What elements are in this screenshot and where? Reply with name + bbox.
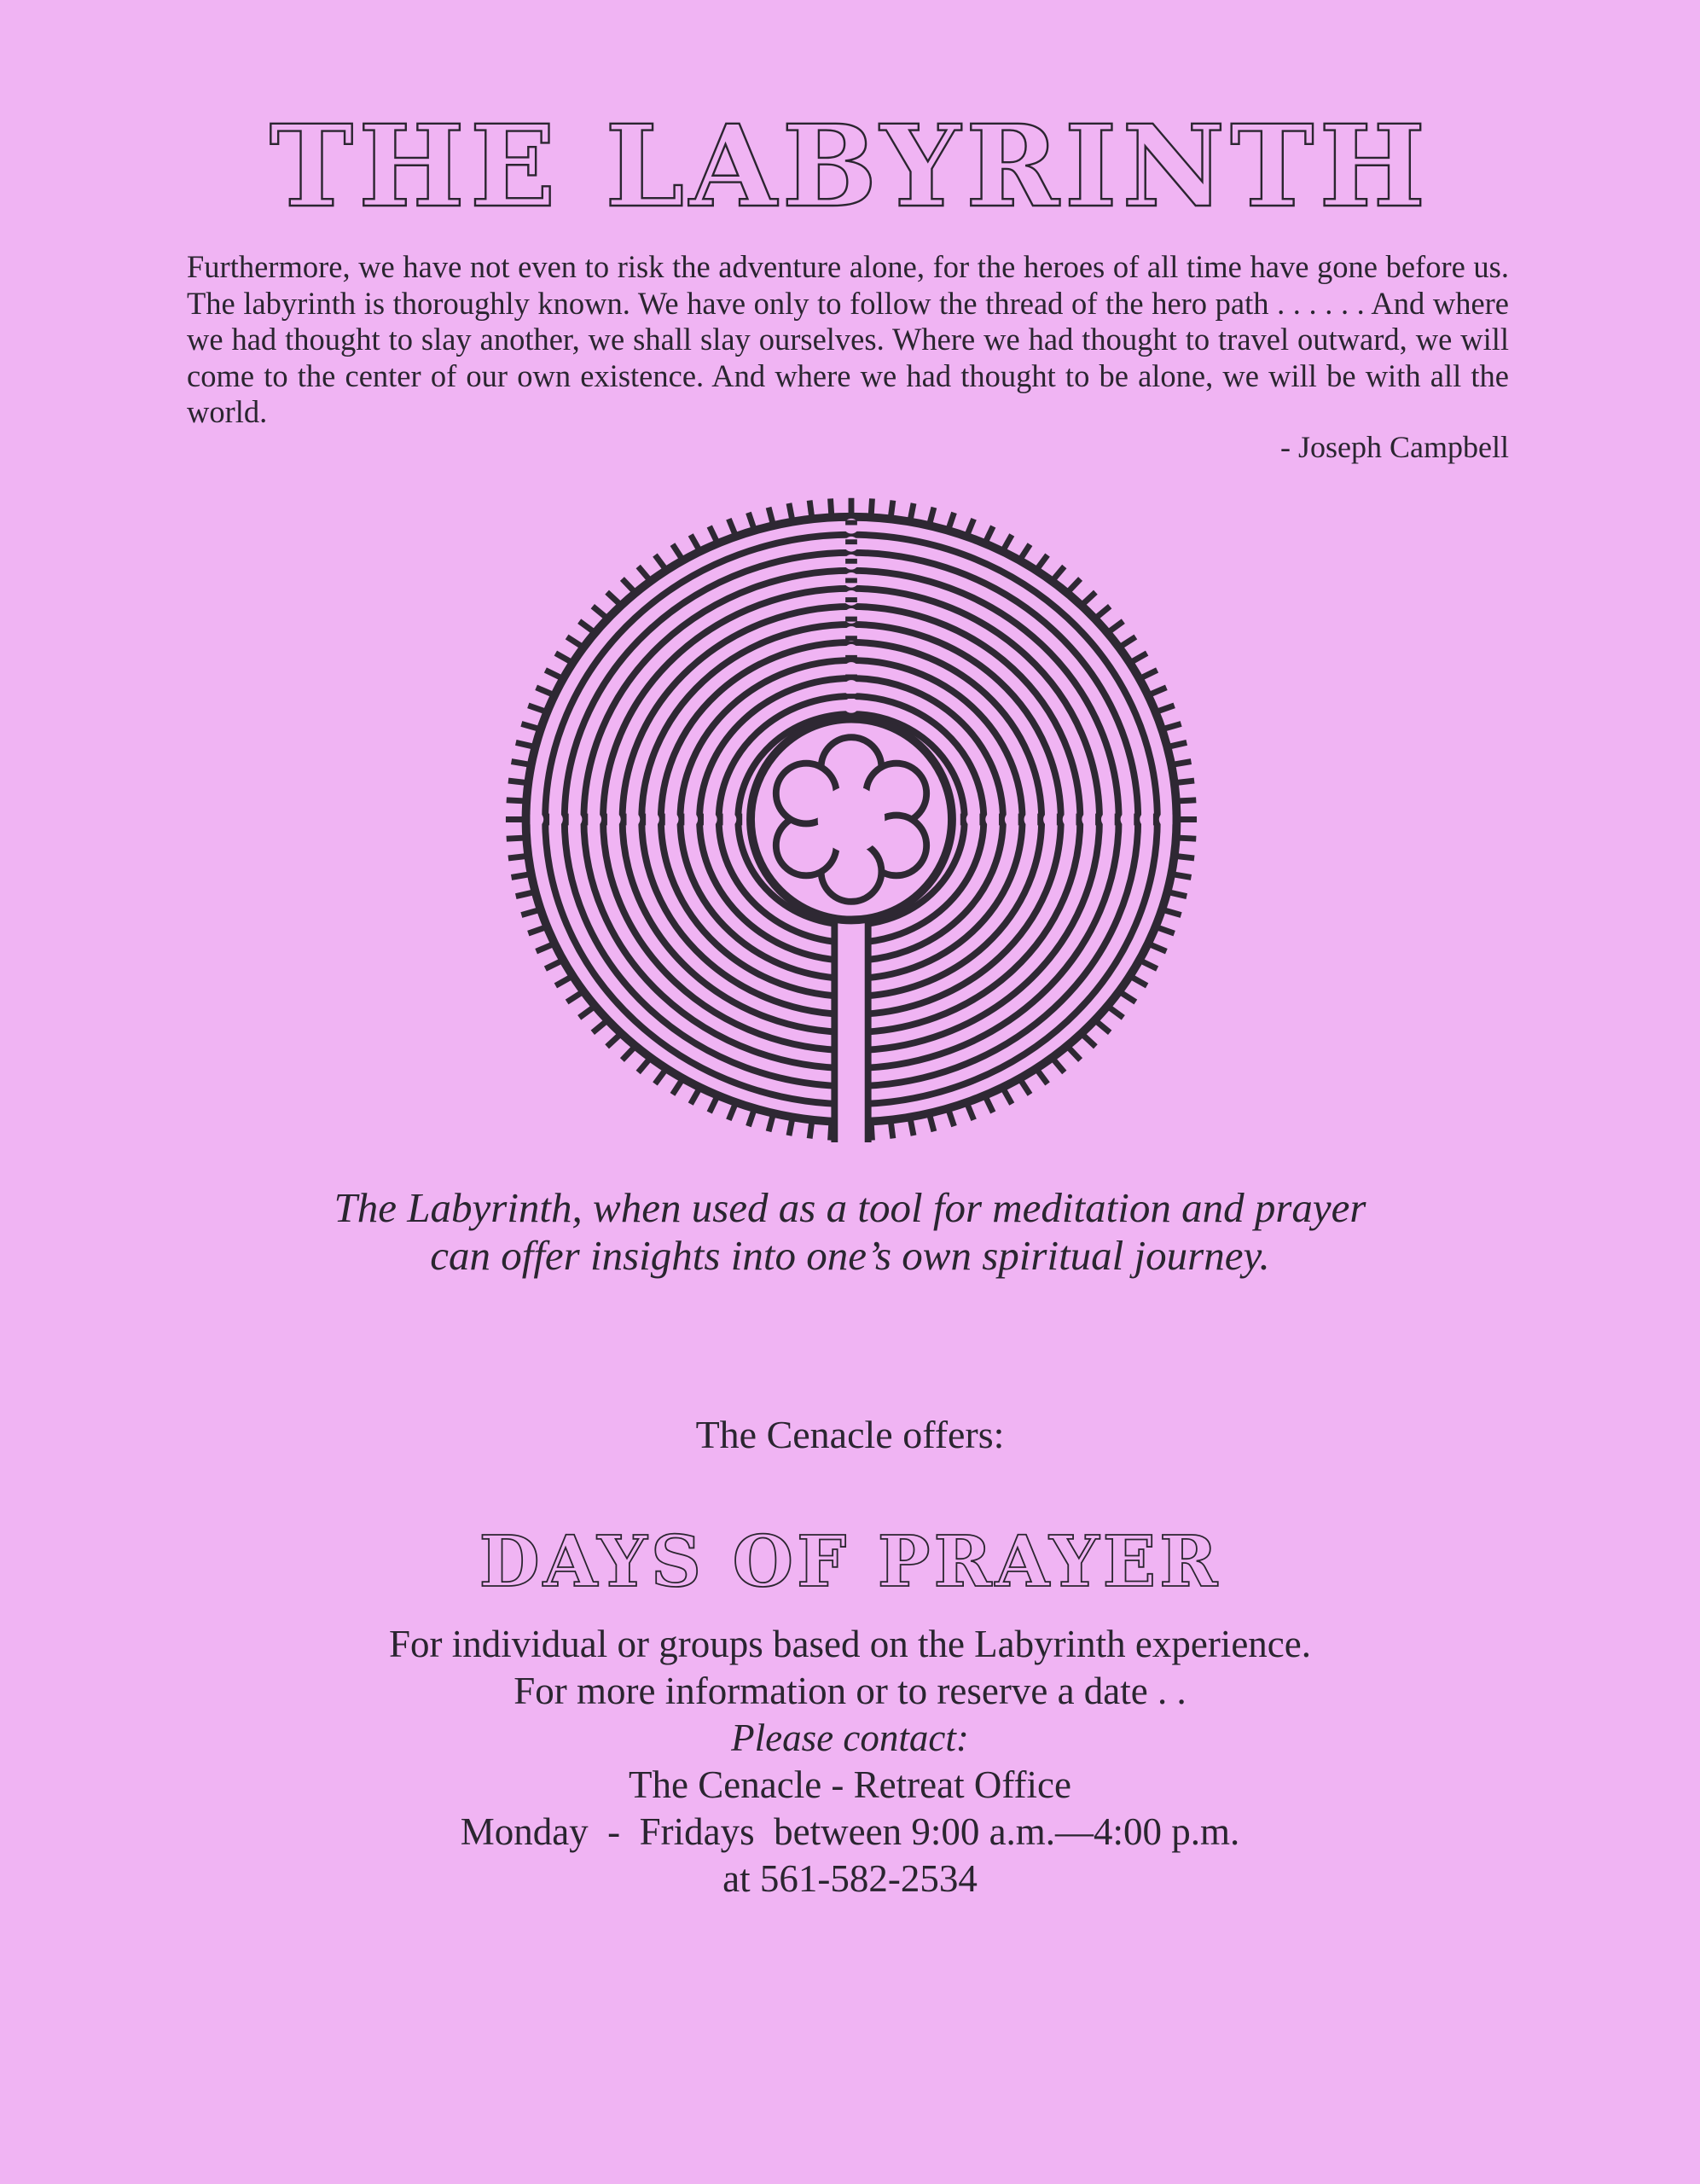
tagline-line-1: The Labyrinth, when used as a tool for meditation and prayer bbox=[334, 1184, 1366, 1231]
contact-label: Please contact: bbox=[731, 1716, 969, 1759]
offering-title: DAYS OF PRAYER bbox=[479, 1521, 1221, 1603]
office-hours: Monday - Fridays between 9:00 a.m.—4:00 p.m. bbox=[460, 1810, 1240, 1853]
labyrinth-icon bbox=[499, 497, 1204, 1142]
offers-label: The Cenacle offers: bbox=[695, 1413, 1005, 1456]
retreat-office: The Cenacle - Retreat Office bbox=[629, 1763, 1071, 1806]
contact-details bbox=[0, 1621, 1700, 1902]
tagline bbox=[0, 1184, 1700, 1280]
phone-number: at 561-582-2534 bbox=[722, 1857, 978, 1900]
flyer-title: THE LABYRINTH bbox=[269, 101, 1431, 233]
quote-attribution: - Joseph Campbell bbox=[1280, 430, 1509, 464]
labyrinth-rosette bbox=[751, 719, 952, 921]
tagline-line-2: can offer insights into one’s own spiritual journey. bbox=[430, 1232, 1270, 1279]
details-line-2: For more information or to reserve a date . . bbox=[513, 1670, 1187, 1712]
details-line-1: For individual or groups based on the Labyrinth experience. bbox=[389, 1623, 1311, 1665]
campbell-quote: Furthermore, we have not even to risk the adventure alone, for the heroes of all time have gone before us. The labyrinth is thoroughly known. We have only to follow the thread of the hero path . . . . . . And where we had thought to slay another, we shall slay ourselves. Where we had thought to travel outward, we will come to the center of our own existence. And where we had thought to be alone, we will be with all the world. bbox=[187, 249, 1509, 429]
